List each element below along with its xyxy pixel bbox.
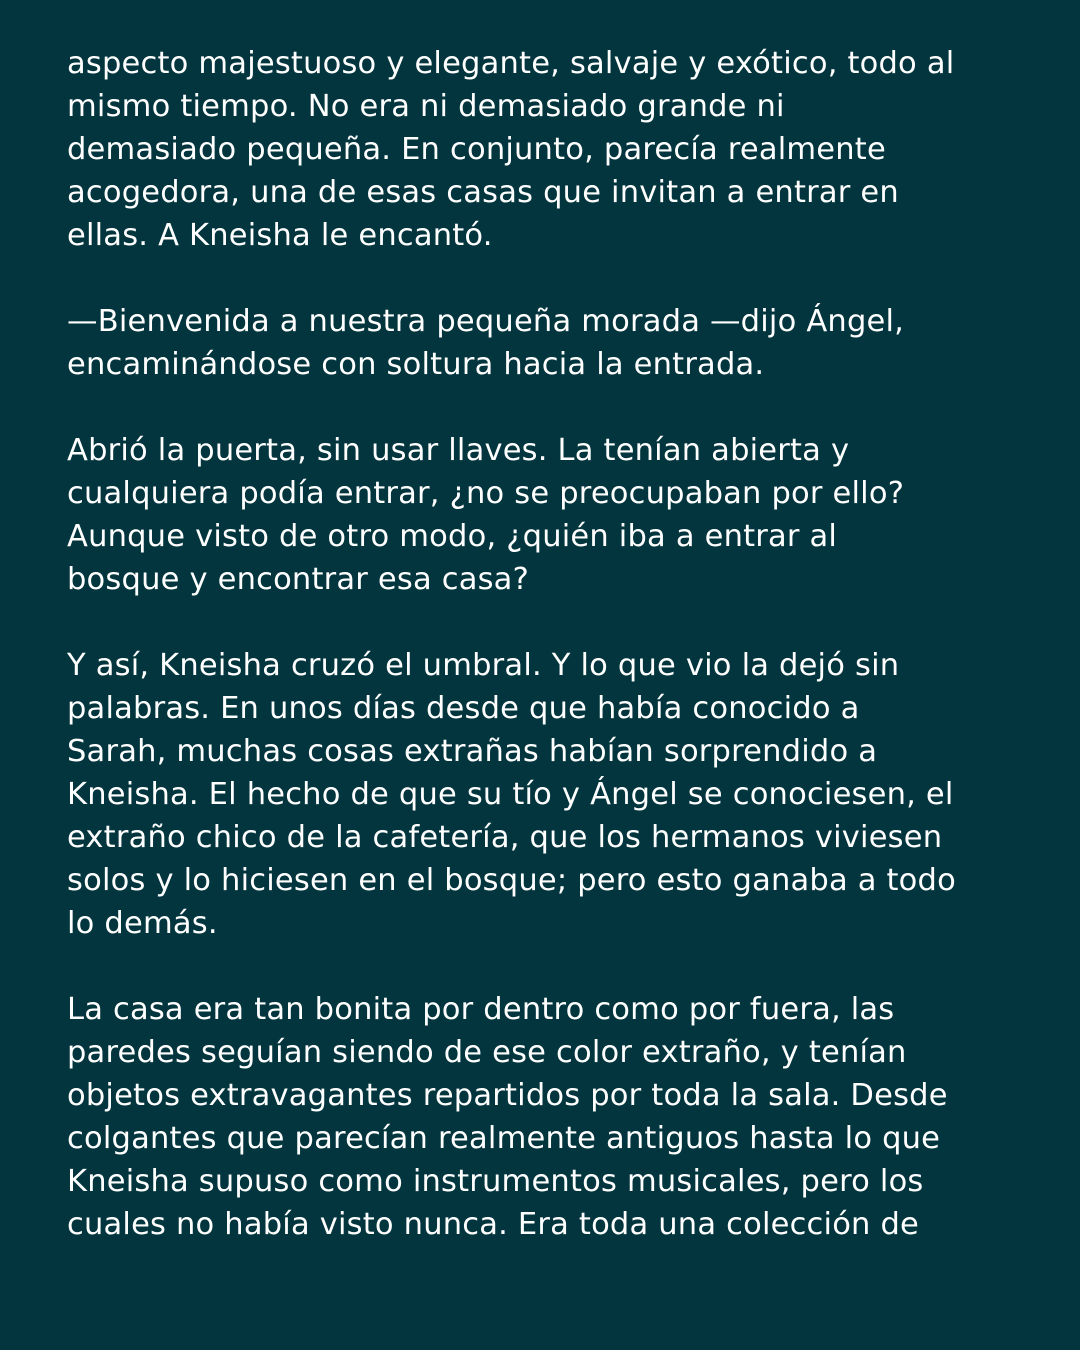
paragraph-house-description bbox=[67, 42, 1027, 257]
text-line: colgantes que parecían realmente antiguos hasta lo que bbox=[67, 1121, 941, 1156]
text-line: Abrió la puerta, sin usar llaves. La tenían abierta y bbox=[67, 433, 850, 468]
text-line: encaminándose con soltura hacia la entrada. bbox=[67, 347, 765, 382]
paragraph-interior-description bbox=[67, 988, 1027, 1246]
text-line: ellas. A Kneisha le encantó. bbox=[67, 218, 493, 253]
text-line: Kneisha. El hecho de que su tío y Ángel se conociesen, el bbox=[67, 777, 954, 812]
text-line: —Bienvenida a nuestra pequeña morada —dijo Ángel, bbox=[67, 304, 905, 339]
story-text bbox=[67, 42, 1027, 1246]
text-line: lo demás. bbox=[67, 906, 218, 941]
text-line: La casa era tan bonita por dentro como por fuera, las bbox=[67, 992, 895, 1027]
text-line: palabras. En unos días desde que había conocido a bbox=[67, 691, 860, 726]
text-line: objetos extravagantes repartidos por toda la sala. Desde bbox=[67, 1078, 948, 1113]
text-line: aspecto majestuoso y elegante, salvaje y exótico, todo al bbox=[67, 46, 955, 81]
text-line: Sarah, muchas cosas extrañas habían sorprendido a bbox=[67, 734, 878, 769]
paragraph-welcome-dialogue bbox=[67, 300, 1027, 386]
paragraph-open-door bbox=[67, 429, 1027, 601]
text-line: demasiado pequeña. En conjunto, parecía realmente bbox=[67, 132, 886, 167]
text-line: paredes seguían siendo de ese color extraño, y tenían bbox=[67, 1035, 907, 1070]
text-line: cuales no había visto nunca. Era toda una colección de bbox=[67, 1207, 920, 1242]
paragraph-crossing-threshold bbox=[67, 644, 1027, 945]
text-line: mismo tiempo. No era ni demasiado grande ni bbox=[67, 89, 785, 124]
text-line: cualquiera podía entrar, ¿no se preocupaban por ello? bbox=[67, 476, 905, 511]
text-line: Kneisha supuso como instrumentos musicales, pero los bbox=[67, 1164, 924, 1199]
text-line: extraño chico de la cafetería, que los hermanos viviesen bbox=[67, 820, 943, 855]
text-line: solos y lo hiciesen en el bosque; pero esto ganaba a todo bbox=[67, 863, 956, 898]
text-line: Y así, Kneisha cruzó el umbral. Y lo que vio la dejó sin bbox=[67, 648, 900, 683]
text-line: bosque y encontrar esa casa? bbox=[67, 562, 529, 597]
text-line: Aunque visto de otro modo, ¿quién iba a entrar al bbox=[67, 519, 838, 554]
text-line: acogedora, una de esas casas que invitan a entrar en bbox=[67, 175, 899, 210]
